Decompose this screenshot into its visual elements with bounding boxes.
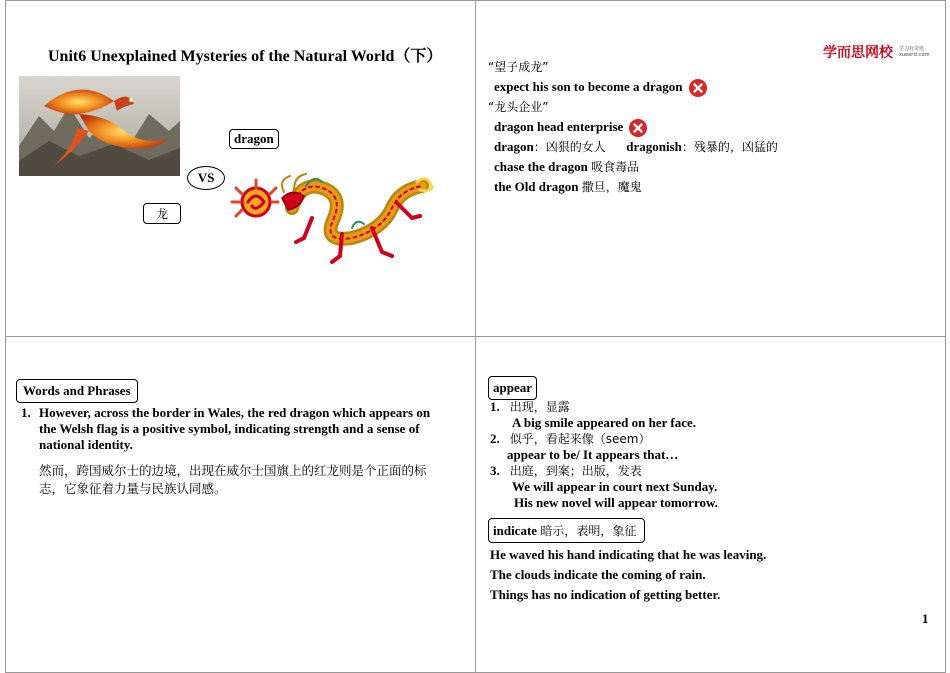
xueersi-logo: [823, 42, 930, 62]
wrong-mark-icon: [629, 119, 647, 137]
quote-wangzi: “望子成龙”: [488, 60, 549, 74]
indicate-example-2: The clouds indicate the coming of rain.: [490, 567, 706, 582]
logo-small-bottom: xueersi.com: [899, 52, 930, 58]
def-1-example: A big smile appeared on her face.: [512, 415, 697, 430]
def-1: 1. 出现，显露: [490, 399, 570, 414]
def-3-example-2: His new novel will appear tomorrow.: [514, 495, 718, 510]
appear-box: appear: [488, 376, 537, 400]
long-label-box: 龙: [143, 203, 181, 224]
slide2-lines: [488, 57, 778, 197]
indicate-examples: [490, 545, 766, 605]
page-number: 1: [922, 611, 929, 626]
logo-small-top: 学习有奇迹: [899, 46, 925, 52]
indicate-example-3: Things has no indication of getting better.: [490, 587, 721, 602]
item-chinese-translation: 然而，跨国威尔士的边境，出现在威尔士国旗上的红龙则是个正面的标 志，它象征着力量与民族认同感。: [39, 463, 427, 496]
appear-definitions: [490, 399, 718, 511]
chase-dragon-line: chase the dragon 吸食毒品: [494, 159, 640, 175]
item-number-1: 1.: [21, 405, 31, 420]
slide-title: Unit6 Unexplained Mysteries of the Natural World（下）: [48, 48, 443, 65]
vs-oval: VS: [187, 166, 225, 190]
def-3: 3. 出庭，到案；出版，发表: [490, 463, 642, 478]
phrase-expect-son: expect his son to become a dragon: [488, 77, 778, 97]
def-2-example: appear to be/ It appears that…: [507, 447, 679, 462]
indicate-example-1: He waved his hand indicating that he was leaving.: [490, 547, 767, 562]
dragon-meanings-line: dragon：凶狠的女人 dragonish：残暴的，凶猛的: [494, 139, 778, 155]
indicate-box: indicate 暗示，表明，象征: [488, 518, 645, 543]
phrase-dragon-head: dragon head enterprise: [488, 117, 778, 137]
wrong-mark-icon: [689, 79, 707, 97]
phoenix-image: [19, 76, 180, 176]
dragon-label-box: dragon: [229, 129, 279, 149]
old-dragon-line: the Old dragon 撒旦，魔鬼: [494, 179, 642, 195]
item-english-text: However, across the border in Wales, the red dragon which appears on the Welsh flag is a positive symbol, indicating strength and a sense of national identity.: [39, 405, 431, 452]
chinese-dragon-image: [222, 168, 434, 270]
quote-longtou: “龙头企业”: [488, 100, 549, 115]
words-phrases-heading: Words and Phrases: [16, 379, 138, 403]
def-3-example-1: We will appear in court next Sunday.: [512, 479, 718, 494]
def-2: 2. 似乎，看起来像（seem）: [490, 431, 651, 446]
logo-main-text: 学而思网校: [823, 45, 893, 61]
